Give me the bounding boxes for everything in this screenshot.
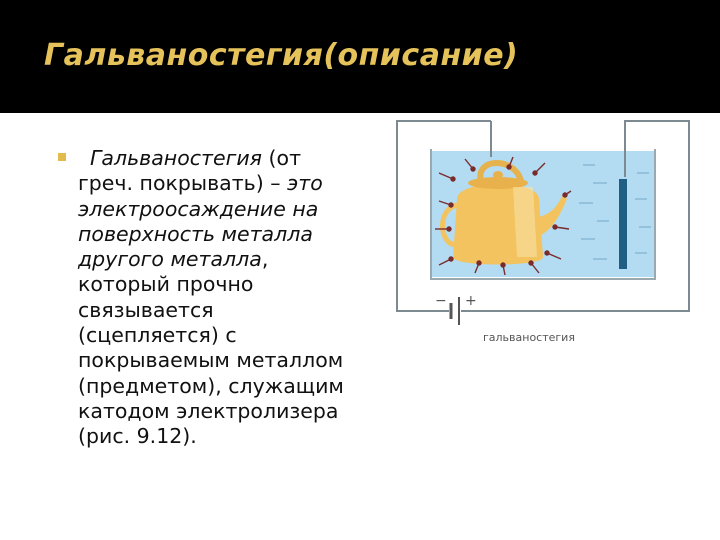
figure-caption: гальваностегия — [483, 331, 575, 344]
minus-sign: − — [435, 293, 447, 309]
anode-plate — [619, 179, 627, 269]
definition-paragraph — [58, 146, 358, 450]
origin-text: (от греч. покрывать) – — [78, 146, 302, 196]
electroplating-figure — [393, 117, 693, 347]
definition-rest-text: , который прочно связывается (сцепляется) с покрываемым металлом (предметом), служащим катодом электролизера (рис. 9.12). — [78, 247, 344, 449]
term-text: Гальваностегия — [90, 146, 263, 170]
body-text — [58, 146, 358, 450]
plus-sign: + — [465, 293, 477, 309]
definition-italic-text: это электроосаждение на поверхность металла другого металла — [78, 171, 323, 272]
slide-title: Гальваностегия(описание) — [44, 38, 519, 73]
